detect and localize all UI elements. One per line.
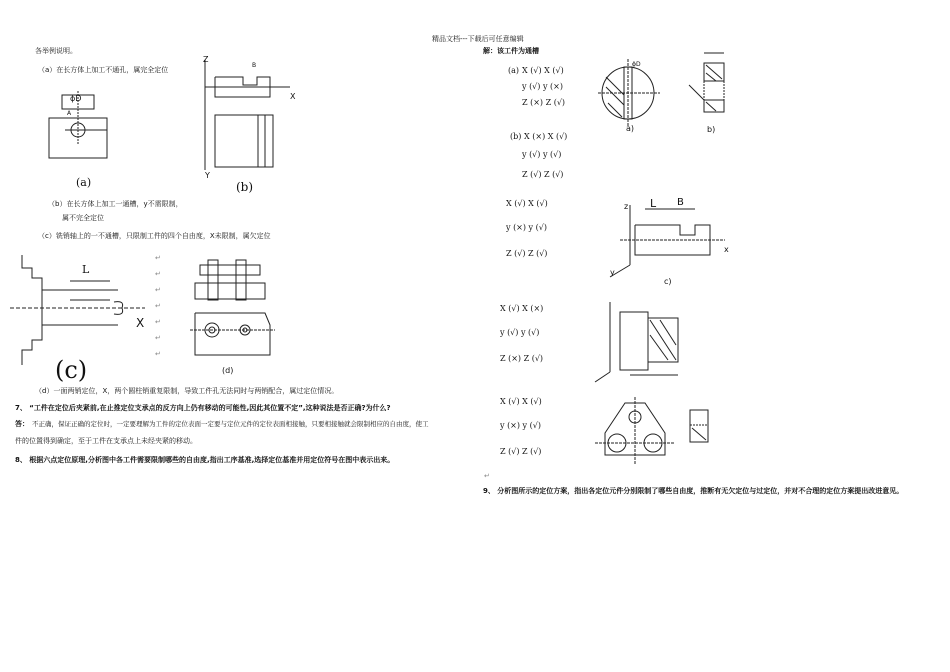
dof-row: y (×) y (√) bbox=[506, 223, 547, 232]
axis-x-right: x bbox=[724, 245, 729, 254]
dof-row: X (√) X (√) bbox=[500, 397, 542, 406]
axis-z-label: Z bbox=[203, 55, 209, 64]
dof-label: (a) bbox=[508, 66, 520, 75]
case-d-text: （d）一面两销定位，X，两个圆柱销重复限制，导致工件孔无法同时与两销配合，属过定位情况。 bbox=[35, 387, 339, 395]
caption-c: (c) bbox=[55, 356, 88, 384]
figure-b-drawing bbox=[195, 55, 305, 195]
label-phi-d-right: ϕD bbox=[632, 61, 641, 68]
dof-row: Z (√) Z (√) bbox=[500, 447, 542, 456]
question-7: 7、 “工件在定位后夹紧前,在止推定位支承点的反方向上仍有移动的可能性,因此其位置不定”,这种说法是否正确?为什么? bbox=[15, 404, 391, 412]
case-b-text-1: （b）在长方体上加工一通槽，y不需限制， bbox=[48, 200, 183, 208]
question-8: 8、 根据六点定位原理,分析图中各工件需要限制哪些的自由度,指出工序基准,选择定位基准并用定位符号在图中表示出来。 bbox=[15, 456, 395, 464]
figure-rd-drawing bbox=[590, 300, 700, 385]
caption-a: (a) bbox=[76, 176, 92, 189]
margin-marks: ↵ ↵ ↵ ↵ ↵ ↵ ↵ bbox=[155, 254, 161, 358]
case-c-text: （c）铣销轴上的一不通槽，只限制工件的四个自由度，X未限制，属欠定位 bbox=[38, 232, 271, 240]
dof-row: y (×) y (√) bbox=[500, 421, 541, 430]
question-9: 9、 分析图所示的定位方案，指出各定位元件分别限制了哪些自由度，推断有无欠定位与过定位，并对不合理的定位方案提出改进意见。 bbox=[483, 487, 904, 495]
figure-rb-drawing bbox=[684, 45, 744, 130]
caption-d: (d) bbox=[222, 366, 234, 375]
dof-row: Z (√) Z (√) bbox=[522, 170, 564, 179]
figure-re-drawing bbox=[595, 395, 725, 475]
caption-ra: a) bbox=[626, 124, 635, 133]
case-a-text: （a）在长方体上加工不通孔，属完全定位 bbox=[38, 66, 169, 74]
axis-x-label-c: X bbox=[136, 316, 145, 330]
dof-label: (b) bbox=[510, 132, 522, 141]
label-phi-d: ϕD bbox=[70, 94, 82, 103]
figure-rc-drawing bbox=[600, 195, 730, 290]
dof-row: X (√) X (√) bbox=[522, 66, 564, 75]
axis-y-label: Y bbox=[205, 171, 210, 180]
label-b-right: B bbox=[677, 197, 684, 208]
dof-row: Z (×) Z (√) bbox=[500, 354, 544, 363]
dof-row: y (√) y (√) bbox=[522, 150, 562, 159]
case-b-text-2: 属不完全定位 bbox=[62, 214, 104, 222]
figure-d-drawing bbox=[190, 255, 280, 380]
page-header: 精品文档---下载后可任意编辑 bbox=[432, 35, 524, 43]
dof-row: y (√) y (×) bbox=[522, 82, 563, 91]
answer-label: 答： bbox=[15, 420, 29, 428]
axis-z-right: z bbox=[624, 202, 629, 211]
label-l: L bbox=[82, 263, 90, 276]
label-b-dim: B bbox=[252, 62, 257, 69]
dof-row: y (√) y (√) bbox=[500, 328, 540, 337]
figure-a-drawing bbox=[45, 85, 125, 190]
dof-row: Z (√) Z (√) bbox=[506, 249, 548, 258]
dof-row: X (√) X (×) bbox=[500, 304, 544, 313]
axis-y-right: y bbox=[610, 268, 615, 277]
caption-b: (b) bbox=[236, 180, 254, 194]
axis-x-label: X bbox=[290, 92, 296, 101]
dof-row: Z (×) Z (√) bbox=[522, 98, 566, 107]
answer-line-1: 不正确，保证正确的定位时，一定要理解为工件的定位表面一定要与定位元件的定位表面相接触，只要相接触就会限制相应的自由度，使工 bbox=[32, 420, 429, 428]
label-l-right: L bbox=[650, 197, 657, 210]
dof-row: X (√) X (√) bbox=[506, 199, 548, 208]
margin-mark: ↵ bbox=[484, 472, 490, 480]
intro-text: 各举例说明。 bbox=[35, 47, 77, 55]
label-a-dim: A bbox=[67, 110, 72, 117]
answer-line-2: 件的位置得到确定，至于工件在支承点上未经夹紧的移动。 bbox=[15, 437, 197, 445]
dof-row: X (×) X (√) bbox=[524, 132, 568, 141]
solution-label: 解：该工件为通槽 bbox=[483, 47, 539, 55]
caption-rb: b) bbox=[707, 125, 716, 134]
caption-rc: c) bbox=[664, 277, 672, 286]
